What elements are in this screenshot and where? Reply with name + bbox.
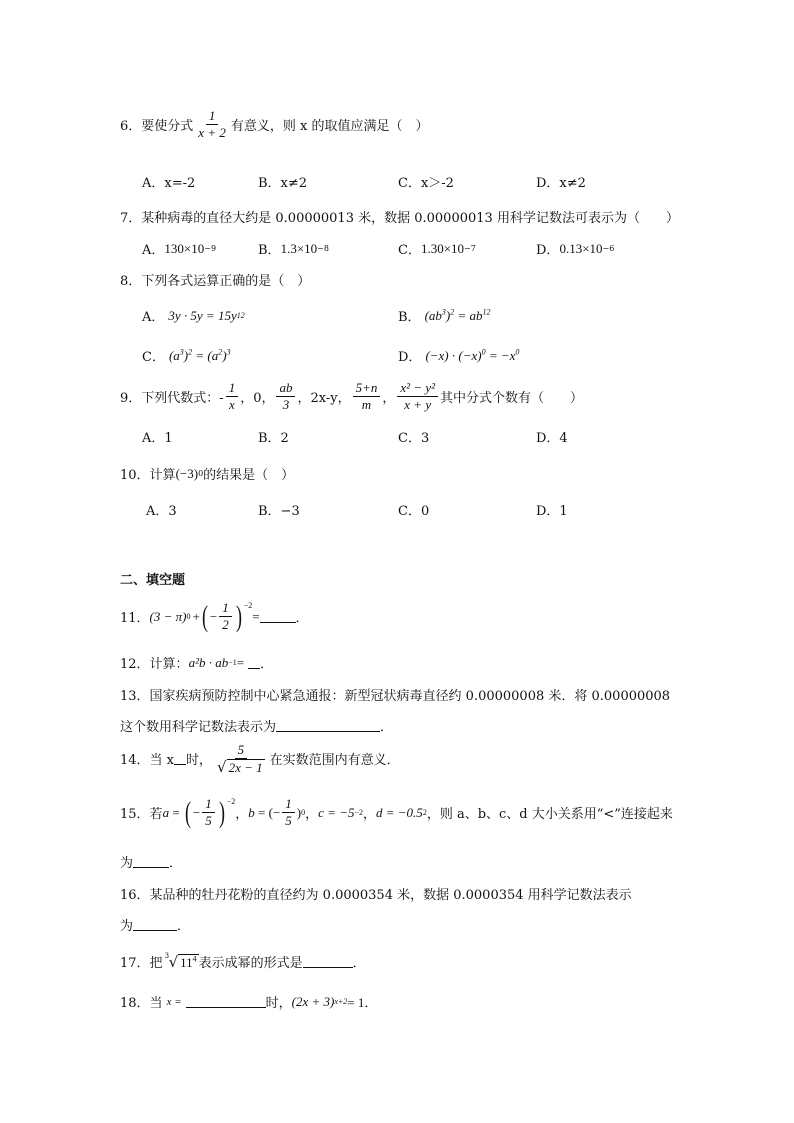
q12-answer-blank[interactable] [248,656,260,669]
q17-radicand: 11 [180,954,193,970]
question-7: 7．某种病毒的直径大约是 0.00000013 米，数据 0.00000013 用科学记数法可表示为（ ） [120,211,679,226]
question-17: 17． 把 3 √ $11^4$ 表示成幂的形式是 ． [120,951,366,971]
question-11: 11． (3 − π) 0 + ( − $\frac{1}{2}$ ) −2 = ． [120,599,309,633]
q17-number: 17． [120,956,150,971]
q6-number: 6． [120,119,142,134]
q7-option-a: A． 130×10 −9 [142,240,217,258]
question-8: 8．下列各式运算正确的是（ ） [120,274,311,289]
q9-number: 9． [120,391,142,406]
q9-fraction-4 [397,380,438,413]
q8-a-expr: 3y · 5y = 15y [168,307,237,323]
q12-eq: = [236,654,245,670]
q8-option-d [398,346,519,365]
q7-option-c: C． 1.30×10 −7 [398,240,476,258]
q9-f2-den: 3 [282,397,290,412]
q10-number: 10． [120,468,150,483]
q9-f1-den: x [229,397,235,412]
q9-f3-num: 5+n [353,380,381,397]
question-6 [120,108,428,141]
q11-frac-num: 1 [219,600,232,617]
q11-paren-left: ( [201,599,208,633]
question-16-line1: 16．某品种的牡丹花粉的直径约为 0.0000354 米，数据 0.0000354 用科学记数法表示 [120,888,632,903]
q9-option-b: B．2 [258,431,289,446]
q7-c-label: C． [398,243,421,258]
q14-prefix: 当 x [149,753,175,768]
q16-line2-text: 为 [120,919,134,934]
q9-fraction-3 [353,380,381,413]
q15-d-expr: d = −0.5 [376,804,423,820]
q11-frac-den: 2 [222,617,229,632]
q6-option-b: B．x≠2 [258,176,308,191]
sqrt-icon: √ [217,758,227,776]
question-14 [120,742,400,775]
q6-frac-den: x + 2 [198,125,226,140]
q18-expr: (2x + 3) [291,993,335,1009]
question-13-line2: 这个数用科学记数法表示为 ． [120,716,393,735]
question-15-line2: 为 ． [120,852,182,871]
q9-fraction-2 [276,380,295,413]
q10-option-b: B．−3 [258,504,300,519]
q9-f4-den: x + y [404,397,432,412]
q15-b-var: b [248,804,255,820]
q7-a-mantissa: 130×10 [164,240,205,256]
q10-option-c: C．0 [398,504,430,519]
q9-f1-num: 1 [226,380,239,397]
cube-root-icon: √ [168,952,179,971]
q7-c-mantissa: 1.30×10 [420,240,465,256]
q13-line2-text: 这个数用科学记数法表示为 [120,720,277,735]
q6-frac-num: 1 [206,108,219,125]
q14-mid: 时， [186,753,213,768]
q6-fraction [195,108,229,141]
q6-suffix: 有意义，则 x 的取值应满足（ ） [230,119,429,134]
q8-option-b [398,306,491,325]
q18-x-eq: x = [166,995,182,1008]
q9-f3-den: m [361,397,372,412]
q18-prefix: 当 [149,996,163,1011]
q7-d-label: D． [536,243,560,258]
q9-mid1: ，0， [240,391,275,406]
q7-option-d: D． 0.13×10 −6 [536,240,615,258]
q17-radicand-exp: 4 [192,954,197,964]
q11-part1: (3 − π) [149,608,187,624]
q16-answer-blank[interactable] [133,918,177,931]
q10-expr: (−3) [175,465,199,481]
q9-mid2: ，2x-y， [297,391,351,406]
q17-suffix: 表示成幂的形式是 [198,956,303,971]
question-15: 15． 若 a = ( − $\frac{1}{5}$ ) −2 ， b = (− $\frac{1}{5}$ ) 0 ， c = −5 −2 ， d = −0.5 2 ，则 a、b、c、d 大小关系用“<”连接起来 [120,795,673,829]
q7-d-mantissa: 0.13×10 [559,240,603,256]
q6-option-c: C．x＞-2 [398,176,454,191]
q18-number: 18． [120,996,150,1011]
q8-d-label: D． [398,350,422,365]
q8-b-expr: $(ab^3)^2 = ab^{12}$ [424,307,491,323]
q14-frac-num: 5 [235,742,248,759]
q11-answer-blank[interactable] [260,610,296,623]
q15-fraction [202,796,215,829]
q7-a-label: A． [142,243,165,258]
q11-number: 11． [120,611,150,626]
q9-fraction-1 [226,380,239,413]
q10-option-d: D．1 [536,504,568,519]
q14-answer-blank[interactable] [174,752,186,765]
q15-answer-blank[interactable] [133,855,169,868]
q15-frac-den: 5 [205,813,212,828]
q15-b-frac-num: 1 [282,796,295,813]
q9-prefix: 下列代数式：- [141,391,224,406]
q9-f2-num: ab [276,380,295,397]
question-16-line2: 为 ． [120,915,190,934]
q14-number: 14． [120,753,150,768]
question-12: 12． 计算： a²b · ab −1 = ． [120,654,274,672]
q11-eq: = [252,608,260,624]
q9-mid3: ， [382,391,396,406]
q15-b-fraction [282,796,295,829]
q15-paren-right: ) [218,795,225,829]
q11-fraction [219,600,232,633]
q18-answer-blank[interactable] [186,995,266,1008]
q11-plus: + [192,608,200,624]
q7-option-b: B． 1.3×10 −8 [258,240,329,258]
q14-sqrt [214,759,268,775]
question-18: 18． 当 x = 时， (2x + 3) x+2 = 1． [120,993,378,1011]
question-10: 10． 计算 (−3) 0 的结果是（ ） [120,465,295,483]
q15-suffix: ，则 a、b、c、d 大小关系用“<”连接起来 [426,807,673,822]
q15-paren-left: ( [184,795,191,829]
q8-a-label: A． [142,310,165,325]
q9-option-d: D．4 [536,431,568,446]
q17-radicand-box [178,954,199,970]
q15-frac-num: 1 [202,796,215,813]
q18-suffix: = 1． [347,995,378,1010]
q17-prefix: 把 [149,956,163,971]
q9-option-a: A．1 [142,431,173,446]
section-2-title: 二、填空题 [120,573,186,588]
q18-mid: 时， [265,996,292,1011]
q8-option-c [142,346,231,365]
q11-paren-right: ) [235,599,242,633]
q14-suffix: 在实数范围内有意义． [269,753,400,768]
q9-suffix: 其中分式个数有（ ） [440,391,584,406]
q15-b-expr: (− [268,804,281,820]
q10-suffix: 的结果是（ ） [203,468,295,483]
question-13-line1: 13．国家疾病预防控制中心紧急通报：新型冠状病毒直径约 0.00000008 米．将 0.00000008 [120,689,671,704]
q12-prefix: 计算： [149,657,189,672]
q6-option-a: A．x=-2 [142,176,196,191]
q12-number: 12． [120,657,150,672]
q10-prefix: 计算 [149,468,176,483]
q6-prefix: 要使分式 [141,119,194,134]
q8-c-label: C． [142,350,165,365]
q8-c-expr: $(a^3)^2 = (a^2)^3$ [168,347,231,363]
q7-b-mantissa: 1.3×10 [280,240,318,256]
q10-option-a: A．3 [146,504,177,519]
q8-d-expr: $(-x) \cdot (-x)^0 = -x^0$ [425,347,520,363]
q14-radicand: 2x − 1 [228,760,263,775]
q15-number: 15． [120,807,150,822]
q17-answer-blank[interactable] [303,955,353,968]
q17-root: 3 √ $11^4$ [164,951,197,971]
question-9 [120,380,583,413]
q13-answer-blank[interactable] [276,719,380,732]
q12-expr: a²b · ab [188,654,229,670]
q15-prefix: 若 [149,807,163,822]
q15-line2-text: 为 [120,856,134,871]
q8-option-a: A． 3y · 5y = 15y 12 [142,307,245,325]
q8-b-label: B． [398,310,421,325]
q15-b-close: ) [296,804,302,820]
q15-c-expr: c = −5 [318,804,355,820]
q9-f4-num: x² − y² [397,380,438,397]
q14-fraction [214,742,268,775]
q15-a-var: a [162,804,170,820]
q6-option-d: D．x≠2 [536,176,586,191]
q7-b-label: B． [258,243,281,258]
q15-b-frac-den: 5 [285,813,292,828]
q9-option-c: C．3 [398,431,430,446]
